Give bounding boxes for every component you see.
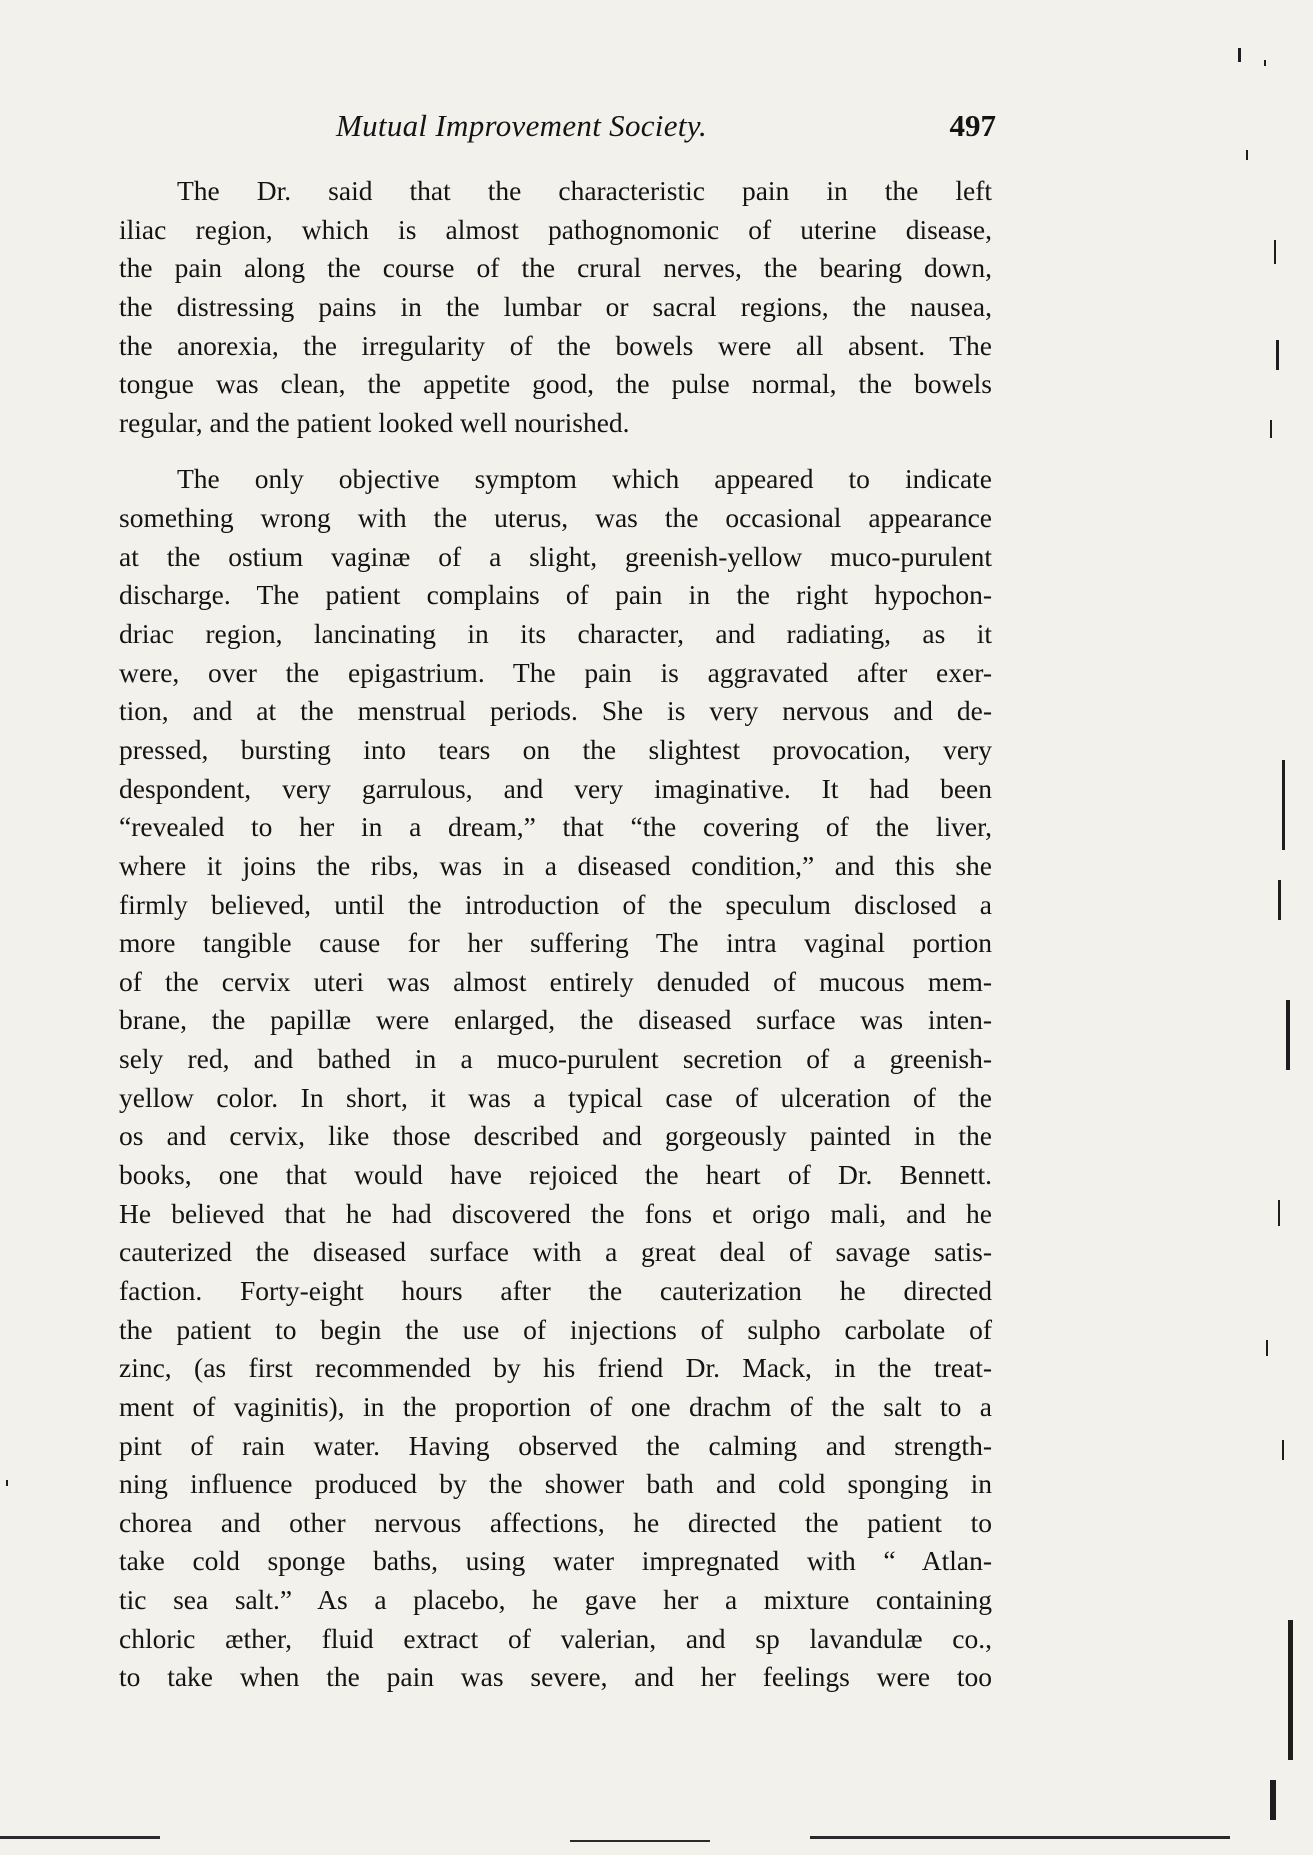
- text-line: ning influence produced by the shower bath and cold sponging in: [119, 1468, 992, 1500]
- scan-edge-mark: [1286, 1000, 1290, 1070]
- text-line: where it joins the ribs, was in a diseased condition,” and this she: [119, 849, 992, 881]
- scan-bottom-rule: [570, 1840, 710, 1842]
- paragraph-gap: [119, 442, 992, 460]
- text-line: pint of rain water. Having observed the calming and strength-: [119, 1429, 992, 1461]
- scan-edge-mark: [1238, 48, 1241, 62]
- scan-edge-mark: [1264, 60, 1266, 66]
- scan-edge-mark: [1282, 1440, 1284, 1460]
- scan-edge-mark: [1278, 1200, 1280, 1226]
- text-line: driac region, lancinating in its character, and radiating, as it: [119, 618, 992, 650]
- text-line: iliac region, which is almost pathognomonic of uterine disease,: [119, 213, 992, 245]
- text-line: of the cervix uteri was almost entirely denuded of mucous mem-: [119, 965, 992, 997]
- text-line: the pain along the course of the crural nerves, the bearing down,: [119, 252, 992, 284]
- scan-edge-mark: [1274, 240, 1276, 264]
- text-line: take cold sponge baths, using water impregnated with “ Atlan-: [119, 1545, 992, 1577]
- running-title: Mutual Improvement Society.: [336, 108, 708, 143]
- scan-edge-mark: [1270, 420, 1272, 438]
- text-line: cauterized the diseased surface with a great deal of savage satis-: [119, 1236, 992, 1268]
- text-line: the patient to begin the use of injections of sulpho carbolate of: [119, 1313, 992, 1345]
- text-line: sely red, and bathed in a muco-purulent secretion of a greenish-: [119, 1043, 992, 1075]
- text-line: chorea and other nervous affections, he directed the patient to: [119, 1506, 992, 1538]
- text-line: chloric æther, fluid extract of valerian, and sp lavandulæ co.,: [119, 1622, 992, 1654]
- text-line: books, one that would have rejoiced the heart of Dr. Bennett.: [119, 1159, 992, 1191]
- text-line: tion, and at the menstrual periods. She is very nervous and de-: [119, 695, 992, 727]
- page-number: 497: [949, 108, 996, 143]
- scan-edge-mark: [1278, 880, 1281, 920]
- text-line: something wrong with the uterus, was the occasional appearance: [119, 502, 992, 534]
- text-line: despondent, very garrulous, and very imaginative. It had been: [119, 772, 992, 804]
- text-line: os and cervix, like those described and gorgeously painted in the: [119, 1120, 992, 1152]
- text-line: pressed, bursting into tears on the slightest provocation, very: [119, 733, 992, 765]
- paragraph-1: [119, 172, 992, 442]
- text-line: yellow color. In short, it was a typical case of ulceration of the: [119, 1081, 992, 1113]
- text-line: at the ostium vaginæ of a slight, greenish-yellow muco-purulent: [119, 540, 992, 572]
- text-line: The Dr. said that the characteristic pain in the left: [177, 175, 992, 206]
- body-text: [119, 172, 992, 1697]
- scan-edge-mark: [1246, 150, 1248, 160]
- text-line: more tangible cause for her suffering The intra vaginal portion: [119, 927, 992, 959]
- text-line: He believed that he had discovered the fons et origo mali, and he: [119, 1197, 992, 1229]
- text-line: “revealed to her in a dream,” that “the covering of the liver,: [119, 811, 992, 843]
- scan-edge-mark: [1266, 1340, 1268, 1356]
- scan-edge-mark: [1282, 760, 1285, 850]
- text-line: tongue was clean, the appetite good, the pulse normal, the bowels: [119, 368, 992, 400]
- text-line: discharge. The patient complains of pain in the right hypochon-: [119, 579, 992, 611]
- text-line: firmly believed, until the introduction of the speculum disclosed a: [119, 888, 992, 920]
- text-line: The only objective symptom which appeared to indicate: [177, 463, 992, 495]
- text-line: the anorexia, the irregularity of the bowels were all absent. The: [119, 329, 992, 361]
- text-line: the distressing pains in the lumbar or sacral regions, the nausea,: [119, 290, 992, 322]
- text-line: tic sea salt.” As a placebo, he gave her a mixture containing: [119, 1584, 992, 1616]
- text-line: ment of vaginitis), in the proportion of one drachm of the salt to a: [119, 1390, 992, 1422]
- text-line: to take when the pain was severe, and her feelings were too: [119, 1661, 992, 1693]
- text-line: zinc, (as first recommended by his friend Dr. Mack, in the treat-: [119, 1352, 992, 1384]
- text-line: brane, the papillæ were enlarged, the diseased surface was inten-: [119, 1004, 992, 1036]
- text-line: were, over the epigastrium. The pain is aggravated after exer-: [119, 656, 992, 688]
- text-line: regular, and the patient looked well nourished.: [119, 406, 630, 438]
- scan-edge-mark: [1288, 1620, 1293, 1760]
- scan-edge-mark: [6, 1480, 8, 1486]
- text-line: faction. Forty-eight hours after the cauterization he directed: [119, 1274, 992, 1306]
- scan-bottom-rule: [0, 1836, 160, 1839]
- running-head: [336, 108, 996, 158]
- scan-edge-mark: [1270, 1780, 1276, 1820]
- paragraph-2: [119, 460, 992, 1697]
- scan-bottom-rule: [810, 1836, 1230, 1839]
- scan-edge-mark: [1276, 340, 1279, 370]
